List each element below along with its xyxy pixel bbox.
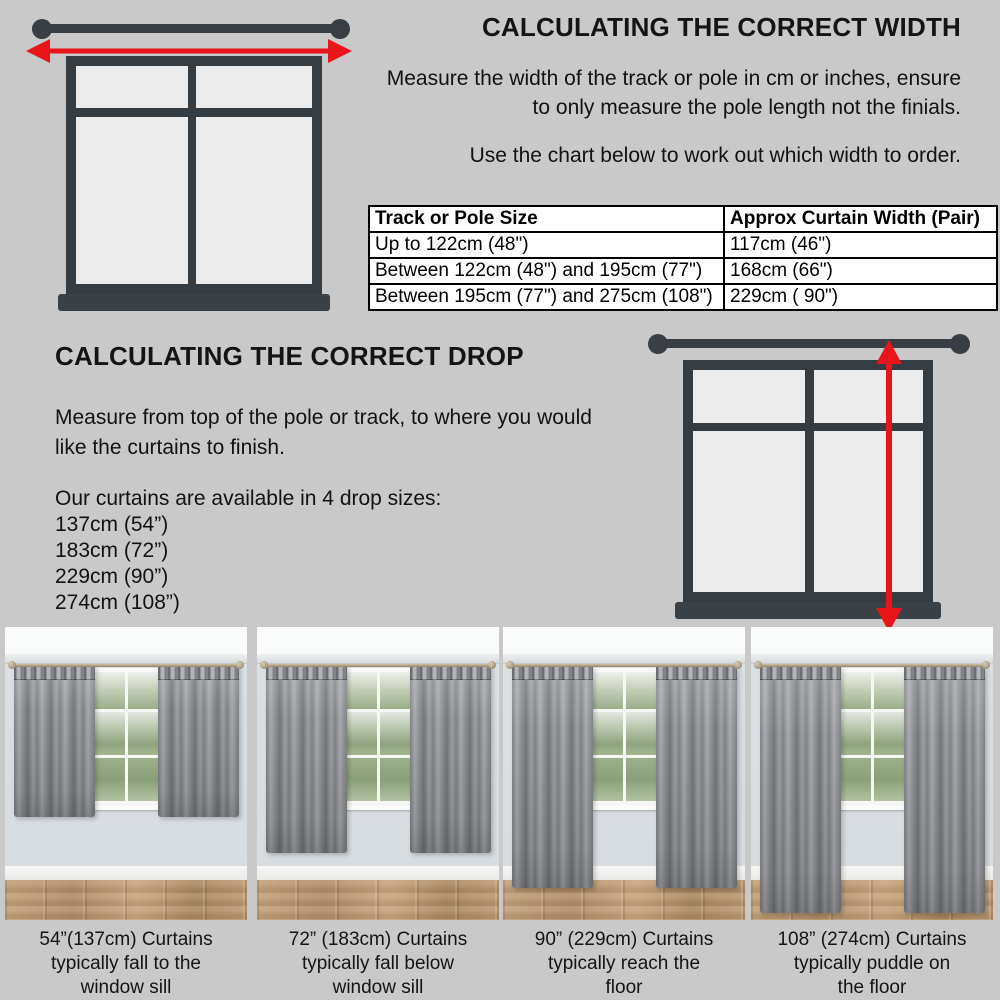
- window-pane: [94, 672, 125, 709]
- caption-line: the floor: [837, 977, 907, 998]
- window-pane: [874, 672, 905, 709]
- caption-line: typically puddle on: [793, 953, 951, 974]
- curtain-panel-right: [158, 666, 239, 817]
- window-pane: [592, 712, 623, 755]
- window-pane: [346, 712, 377, 755]
- curtain-panel-right: [656, 666, 737, 888]
- drop-sizes-list: [55, 512, 645, 616]
- curtain-panel-left: [512, 666, 593, 888]
- table-row: [369, 284, 997, 310]
- photo-window: [588, 668, 660, 805]
- curtain-photo-90-inch: [503, 627, 745, 920]
- caption-line: floor: [605, 977, 643, 998]
- drop-sizes-intro: Our curtains are available in 4 drop sizes:: [55, 487, 442, 510]
- window-sill: [675, 602, 941, 619]
- baseboard: [257, 865, 499, 881]
- drop-instructions: [55, 403, 645, 463]
- ceiling: [5, 627, 247, 654]
- curtain-pole: [511, 664, 737, 667]
- table-cell-curtain-width: 117cm (46"): [724, 232, 997, 258]
- window-pane: [626, 758, 657, 801]
- window-pane: [94, 758, 125, 801]
- width-section-title: CALCULATING THE CORRECT WIDTH: [481, 12, 961, 42]
- window-pane: [346, 672, 377, 709]
- drop-size-item: 137cm (54”): [55, 513, 169, 536]
- curtain-pole-icon: [32, 19, 350, 39]
- width-measure-illustration: [18, 16, 358, 316]
- table-header-track-size: Track or Pole Size: [369, 206, 724, 232]
- curtain-pole: [759, 664, 985, 667]
- photo-window: [90, 668, 162, 805]
- window-pane: [592, 758, 623, 801]
- table-cell-track-size: Between 195cm (77") and 275cm (108"): [369, 284, 724, 310]
- window-sill: [58, 294, 330, 311]
- curtain-width-table: [368, 205, 998, 311]
- window-pane: [380, 758, 411, 801]
- photo-caption-90-inch: [503, 928, 745, 1000]
- caption-line: window sill: [80, 977, 172, 998]
- window-illustration: [58, 56, 330, 311]
- window-pane: [592, 672, 623, 709]
- window-pane: [380, 672, 411, 709]
- photo-caption-54-inch: [5, 928, 247, 1000]
- curtain-pole: [265, 664, 491, 667]
- pole-finial-right: [950, 334, 970, 354]
- drop-size-item: 183cm (72”): [55, 539, 169, 562]
- caption-line: 72” (183cm) Curtains: [288, 929, 468, 950]
- drop-instructions-line: Measure from top of the pole or track, to where you would: [55, 406, 592, 429]
- ceiling: [257, 627, 499, 654]
- window-sill: [584, 805, 664, 810]
- crown-molding: [257, 654, 499, 664]
- pole-finial-left: [32, 19, 52, 39]
- curtain-pole: [13, 664, 239, 667]
- window-pane: [128, 672, 159, 709]
- drop-section-title: CALCULATING THE CORRECT DROP: [55, 341, 524, 371]
- crown-molding: [5, 654, 247, 664]
- drop-size-item: 229cm (90”): [55, 565, 169, 588]
- window-pane: [94, 712, 125, 755]
- ceiling: [751, 627, 993, 654]
- ceiling: [503, 627, 745, 654]
- curtain-photo-108-inch: [751, 627, 993, 920]
- window-glass: [840, 672, 904, 801]
- window-glass: [346, 672, 410, 801]
- window-pane: [814, 431, 923, 592]
- table-cell-track-size: Up to 122cm (48"): [369, 232, 724, 258]
- drop-section: [55, 341, 645, 616]
- table-cell-track-size: Between 122cm (48") and 195cm (77"): [369, 258, 724, 284]
- width-instructions-line: to only measure the pole length not the finials.: [532, 96, 961, 119]
- width-instructions: [321, 64, 961, 122]
- window-glass: [592, 672, 656, 801]
- caption-line: typically reach the: [547, 953, 701, 974]
- table-row: [369, 232, 997, 258]
- width-instructions-line: Measure the width of the track or pole in cm or inches, ensure: [386, 67, 961, 90]
- window-pane: [76, 66, 188, 108]
- window-sill: [338, 805, 418, 810]
- window-pane: [840, 712, 871, 755]
- crown-molding: [751, 654, 993, 664]
- window-glass: [94, 672, 158, 801]
- caption-line: typically fall below: [301, 953, 455, 974]
- window-pane: [693, 370, 805, 423]
- window-pane: [346, 758, 377, 801]
- baseboard: [5, 865, 247, 881]
- curtain-panel-right: [410, 666, 491, 853]
- table-header-curtain-width: Approx Curtain Width (Pair): [724, 206, 997, 232]
- window-pane: [626, 672, 657, 709]
- caption-line: 108” (274cm) Curtains: [777, 929, 967, 950]
- curtain-panel-left: [760, 666, 841, 913]
- photo-window: [836, 668, 908, 805]
- window-sill: [86, 805, 166, 810]
- window-pane: [626, 712, 657, 755]
- window-sill: [832, 805, 912, 810]
- table-cell-curtain-width: 229cm ( 90"): [724, 284, 997, 310]
- window-pane: [128, 758, 159, 801]
- wood-floor: [5, 880, 247, 920]
- table-cell-curtain-width: 168cm (66"): [724, 258, 997, 284]
- wood-floor: [257, 880, 499, 920]
- drop-size-item: 274cm (108”): [55, 591, 180, 614]
- window-illustration: [675, 360, 941, 619]
- curtain-panel-left: [266, 666, 347, 853]
- photo-caption-108-inch: [751, 928, 993, 1000]
- window-pane: [874, 758, 905, 801]
- window-pane: [814, 370, 923, 423]
- arrow-head-left-icon: [26, 39, 50, 63]
- window-pane: [380, 712, 411, 755]
- drop-measure-illustration: [630, 330, 980, 642]
- window-pane: [76, 117, 188, 284]
- caption-line: window sill: [332, 977, 424, 998]
- curtain-panel-left: [14, 666, 95, 817]
- window-pane: [196, 117, 312, 284]
- crown-molding: [503, 654, 745, 664]
- caption-line: typically fall to the: [51, 953, 201, 974]
- width-chart-note: Use the chart below to work out which width to order.: [469, 144, 961, 167]
- caption-line: 54”(137cm) Curtains: [39, 929, 213, 950]
- window-pane: [128, 712, 159, 755]
- table-header-row: [369, 206, 997, 232]
- photo-window: [342, 668, 414, 805]
- table-row: [369, 258, 997, 284]
- curtain-photo-54-inch: [5, 627, 247, 920]
- window-pane: [196, 66, 312, 108]
- caption-line: 90” (229cm) Curtains: [534, 929, 714, 950]
- width-section: [321, 12, 961, 170]
- window-pane: [840, 758, 871, 801]
- curtain-pole-icon: [648, 334, 970, 354]
- drop-instructions-line: like the curtains to finish.: [55, 436, 285, 459]
- window-pane: [840, 672, 871, 709]
- pole-finial-left: [648, 334, 668, 354]
- curtain-panel-right: [904, 666, 985, 913]
- window-pane: [874, 712, 905, 755]
- window-pane: [693, 431, 805, 592]
- curtain-photo-72-inch: [257, 627, 499, 920]
- photo-caption-72-inch: [257, 928, 499, 1000]
